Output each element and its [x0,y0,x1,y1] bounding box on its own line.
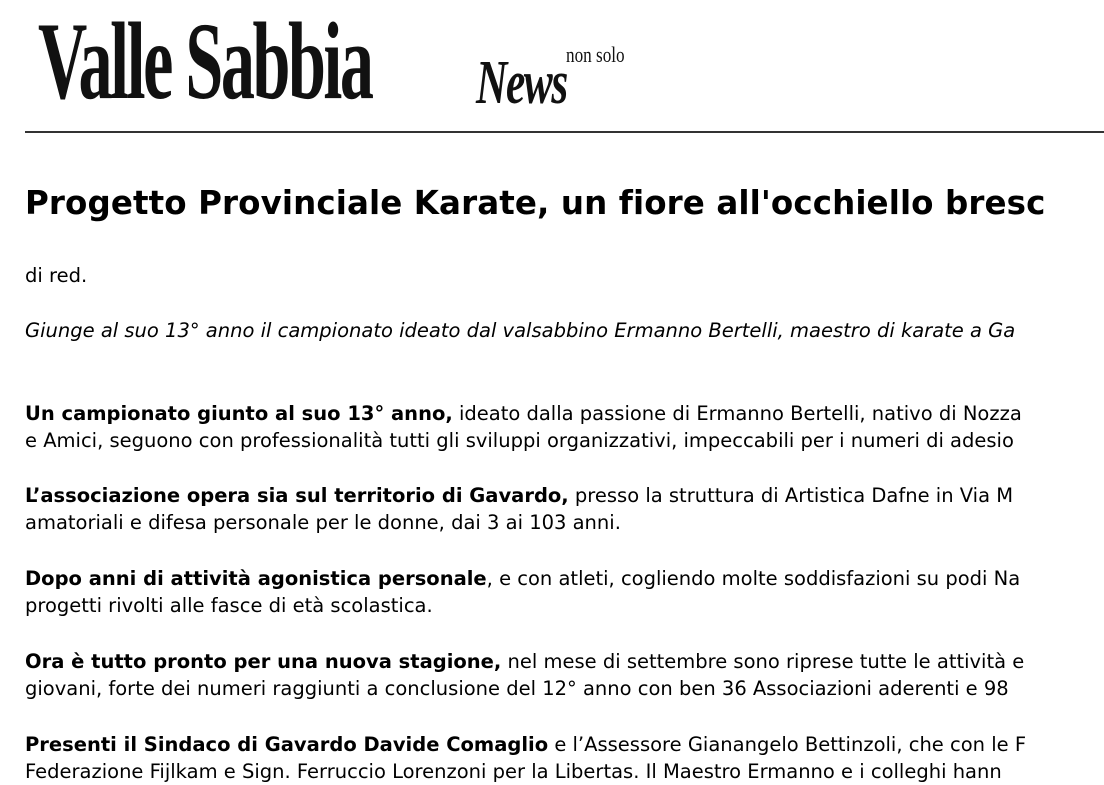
article-lead: Giunge al suo 13° anno il campionato ideato dal valsabbino Ermanno Bertelli, maestro di karate a Ga [25,319,1016,342]
logo-wordmark: Valle Sabbia [38,0,372,122]
paragraph-text: ideato dalla passione di Ermanno Bertelli, nativo di Nozza [452,402,1022,425]
logo-news: News [476,49,567,117]
paragraph-text: e l’Assessore Gianangelo Bettinzoli, che con le F [548,733,1027,756]
paragraph-text: nel mese di settembre sono riprese tutte le attività e [501,650,1025,673]
article-paragraph [25,648,1024,702]
paragraph-text: Federazione Fijlkam e Sign. Ferruccio Lorenzoni per la Libertas. Il Maestro Ermanno e i colleghi hann [25,760,1002,783]
paragraph-lead-in: Ora è tutto pronto per una nuova stagione, [25,650,502,673]
logo-tagline: non solo [566,42,625,67]
article-paragraph [25,400,1022,454]
paragraph-text: progetti rivolti alle fasce di età scolastica. [25,594,433,617]
article-byline: di red. [25,264,88,287]
masthead-logo[interactable] [36,0,1104,130]
paragraph-text: presso la struttura di Artistica Dafne in Via M [568,484,1014,507]
paragraph-text: amatoriali e difesa personale per le donne, dai 3 ai 103 anni. [25,511,621,534]
paragraph-lead-in: L’associazione opera sia sul territorio di Gavardo, [25,484,569,507]
paragraph-lead-in: Dopo anni di attività agonistica personale [25,567,487,590]
paragraph-lead-in: Un campionato giunto al suo 13° anno, [25,402,453,425]
article-headline: Progetto Provinciale Karate, un fiore all'occhiello bresc [25,184,1046,222]
article-paragraph [25,565,1020,619]
paragraph-text: , e con atleti, cogliendo molte soddisfazioni su podi Na [486,567,1021,590]
article-paragraph [25,731,1026,785]
header-divider [25,131,1104,133]
paragraph-lead-in: Presenti il Sindaco di Gavardo Davide Comaglio [25,733,549,756]
article-paragraph [25,482,1013,536]
paragraph-text: giovani, forte dei numeri raggiunti a conclusione del 12° anno con ben 36 Associazioni aderenti e 98 [25,677,1009,700]
paragraph-text: e Amici, seguono con professionalità tutti gli sviluppi organizzativi, impeccabili per i numeri di adesio [25,429,1014,452]
